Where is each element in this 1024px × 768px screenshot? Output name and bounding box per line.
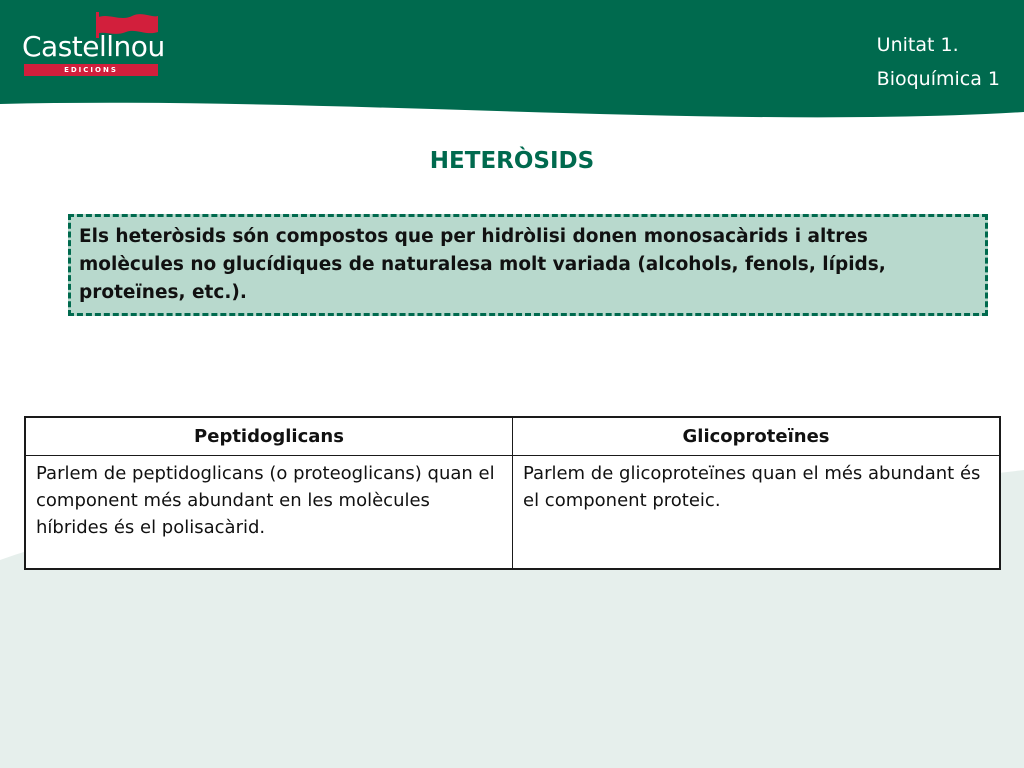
- header-banner: [0, 0, 1024, 120]
- definition-box: Els heteròsids són compostos que per hidròlisi donen monosacàrids i altres molècules no glucídiques de naturalesa molt variada (alcohols, fenols, lípids, proteïnes, etc.).: [68, 214, 988, 316]
- table-row: [25, 456, 1000, 570]
- logo-wordmark: Castellnou: [22, 30, 165, 63]
- logo-subtitle: EDICIONS: [24, 64, 158, 76]
- unit-label: [877, 28, 1000, 96]
- comparison-table: [24, 416, 1001, 570]
- cell-peptidoglicans: Parlem de peptidoglicans (o proteoglicans) quan el component més abundant en les molècules híbrides és el polisacàrid.: [25, 456, 513, 570]
- cell-glicoproteines: Parlem de glicoproteïnes quan el més abundant és el component proteic.: [513, 456, 1001, 570]
- table-header-row: [25, 417, 1000, 456]
- unit-number: Unitat 1.: [876, 34, 959, 56]
- unit-subject: Bioquímica 1: [876, 68, 1000, 90]
- column-header-peptidoglicans: Peptidoglicans: [25, 417, 513, 456]
- page-title: HETERÒSIDS: [429, 148, 595, 174]
- column-header-glicoproteines: Glicoproteïnes: [513, 417, 1001, 456]
- publisher-logo: [22, 10, 165, 78]
